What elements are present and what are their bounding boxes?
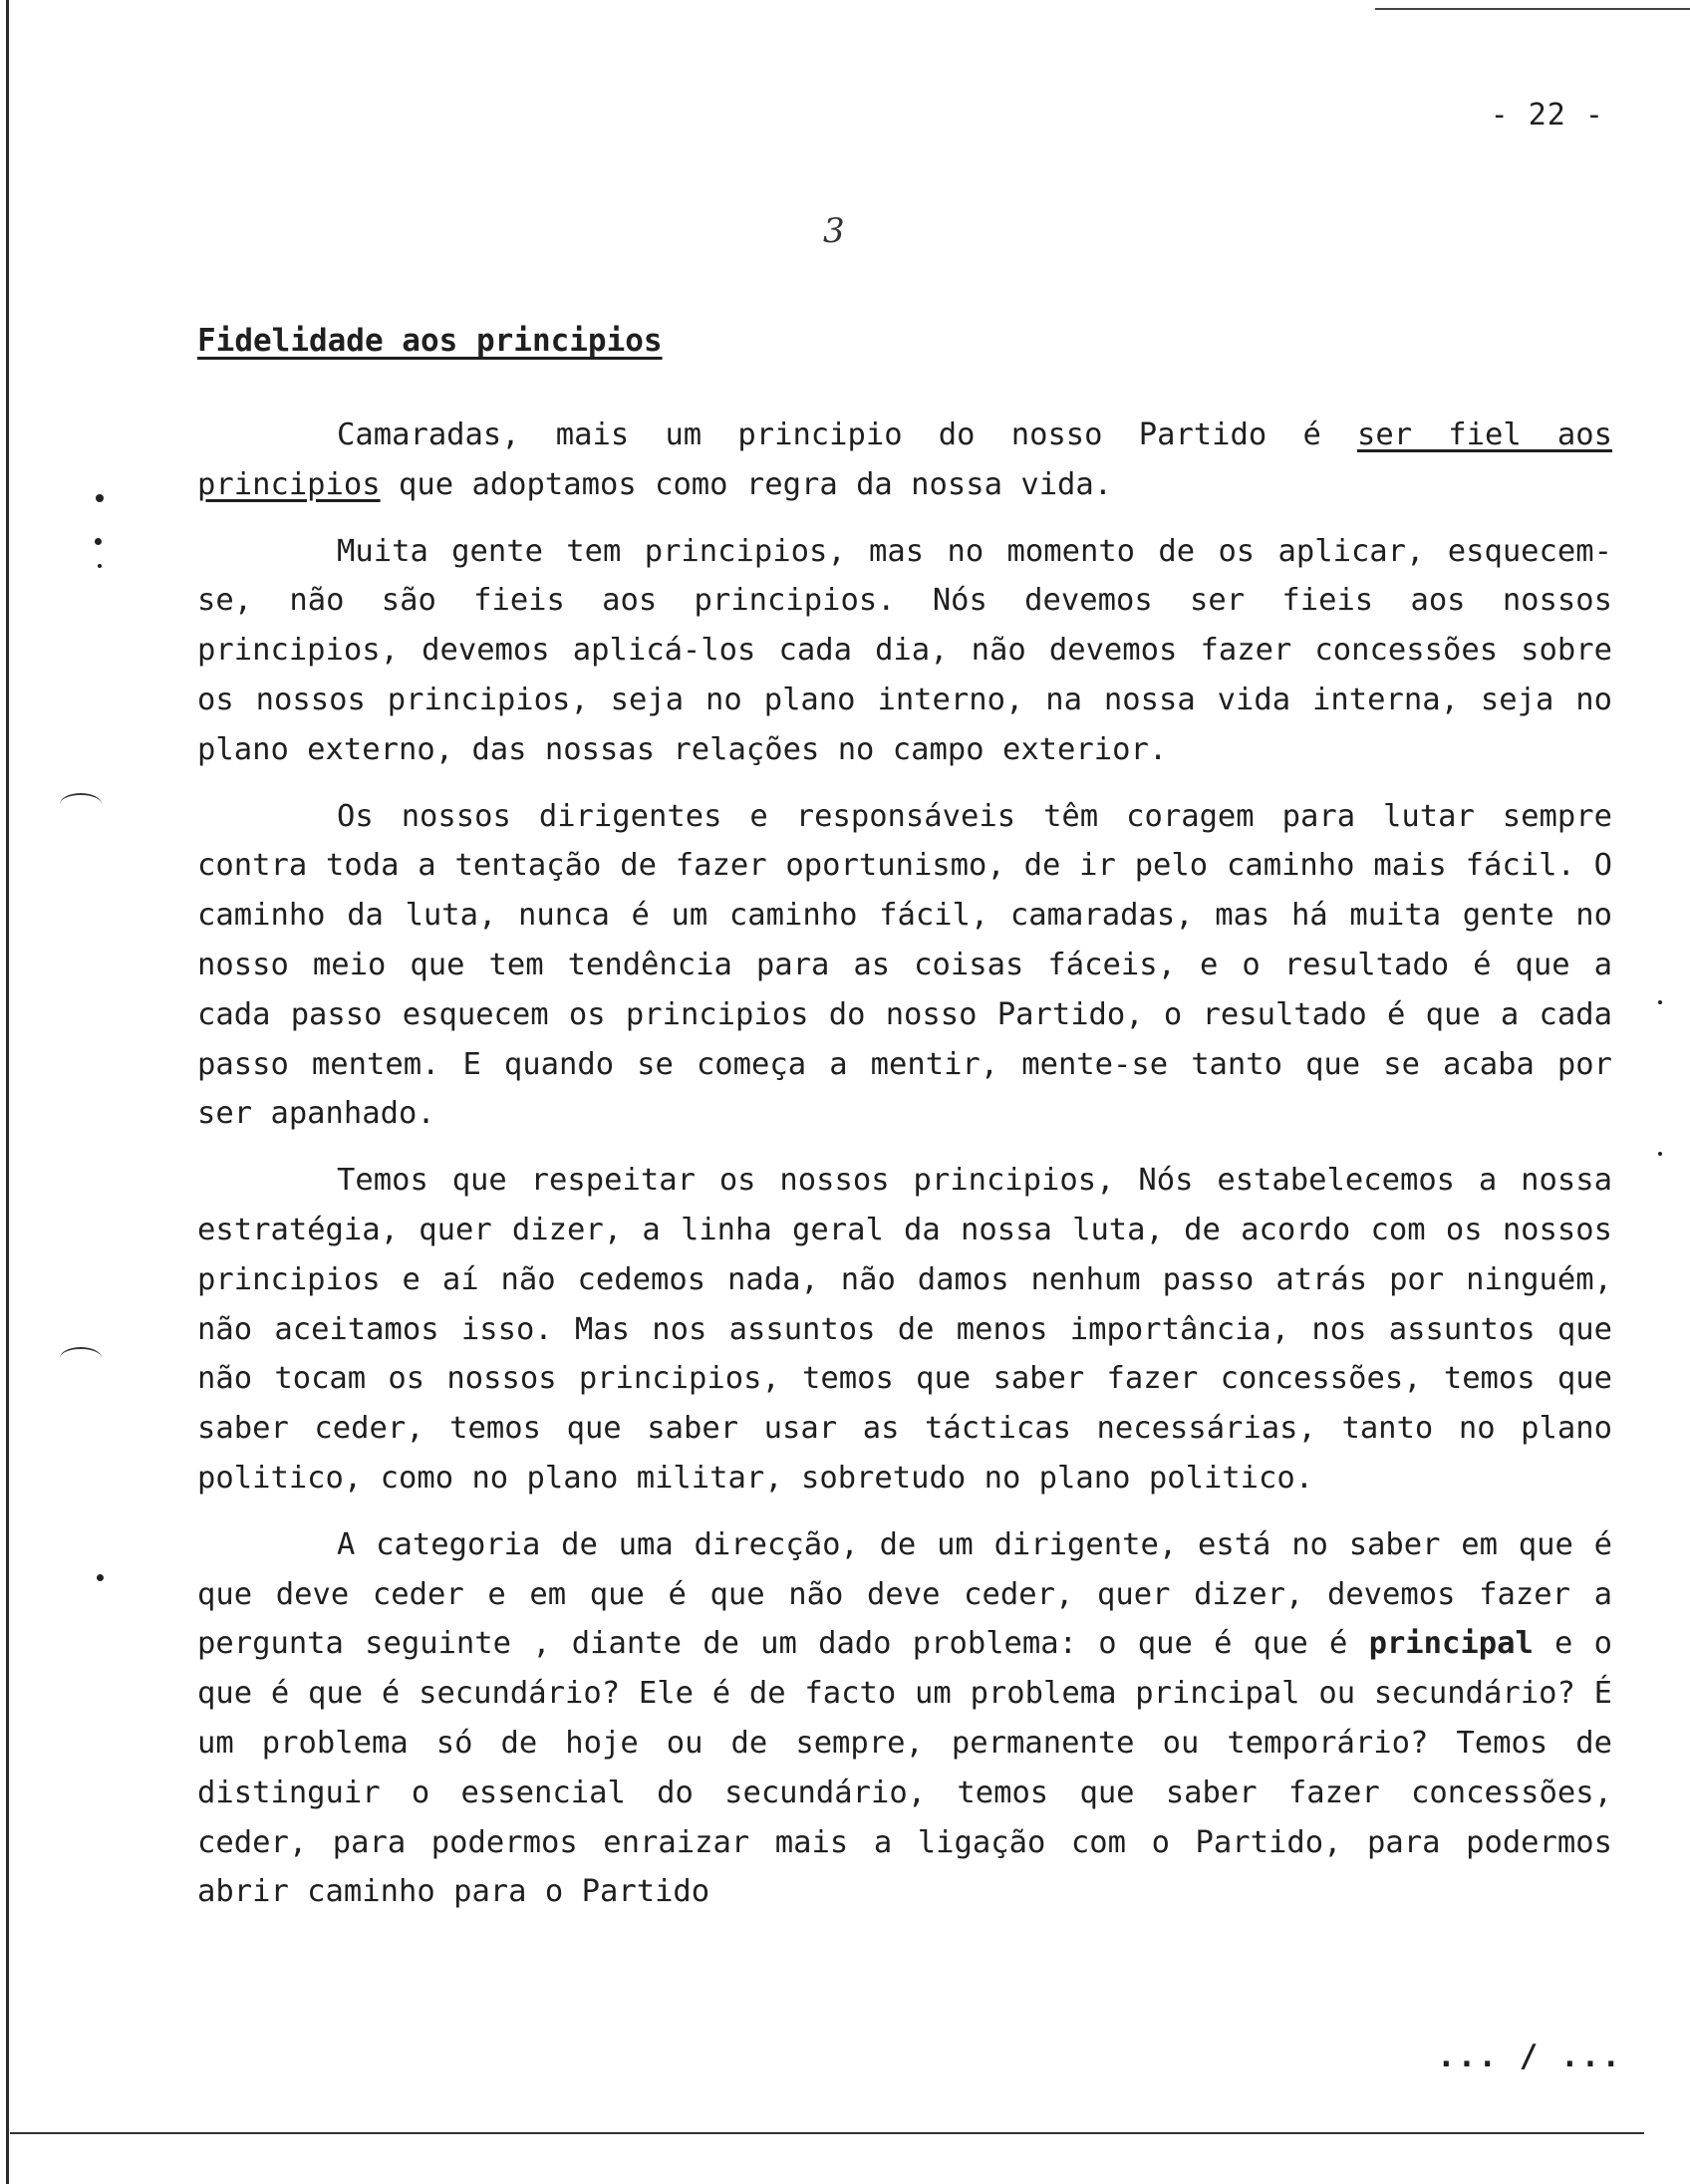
margin-dot [95,538,102,545]
page-edge-left [6,0,9,2184]
bold-word: principal [1368,1626,1534,1662]
margin-arc-mark [60,1347,102,1369]
paragraph-3: Os nossos dirigentes e responsáveis têm coragem para lutar sempre contra toda a tentação de fazer oportunismo, de ir pelo caminho mais fácil. O caminho da luta, nunca é um caminho fácil, camaradas, mas há muita gente no nosso meio que tem tendência para as coisas fáceis, e o resultado é que a cada passo esquecem os principios do nosso Partido, o resultado é que a cada passo mentem. E quando se começa a mentir, mente-se tanto que se acaba por ser apanhado. [197,798,1612,1132]
body-text [197,410,1612,1934]
margin-dot [1658,1152,1662,1156]
margin-dot [98,564,102,568]
page-number: - 22 - [1490,98,1604,133]
section-heading: Fidelidade aos principios [197,323,663,359]
underlined-phrase: ser fiel aos principios [197,417,1612,502]
margin-dot [97,1574,104,1581]
page-edge-bottom [10,2132,1644,2134]
paragraph-1 [197,410,1612,510]
continuation-marker: ... / ... [1437,2039,1622,2074]
page-edge-top [1375,8,1690,10]
paragraph-4: Temos que respeitar os nossos principios, Nós estabelecemos a nossa estratégia, quer dizer, a linha geral da nossa luta, de acordo com os nossos principios e aí não cedemos nada, não damos nenhum passo atrás por ninguém, não aceitamos isso. Mas nos assuntos de menos importância, nos assuntos que não tocam os nossos principios, temos que saber fazer concessões, temos que saber ceder, temos que saber usar as tácticas necessárias, tanto no plano politico, como no plano militar, sobretudo no plano politico. [197,1163,1612,1496]
section-number: 3 [823,211,845,251]
margin-dot [96,494,104,502]
paragraph-5-text-end: e o que é que é secundário? Ele é de facto um problema principal ou secundário? É um problema só de hoje ou de sempre, permanente ou temporário? Temos de distinguir o essencial do secundário, temos que saber fazer concessões, ceder, para podermos enraizar mais a ligação com o Partido, para podermos abrir caminho para o Partido [197,1626,1613,1910]
paragraph-5 [197,1520,1612,1917]
paragraph-2: Muita gente tem principios, mas no momento de os aplicar, esquecem-se, não são fieis aos principios. Nós devemos ser fieis aos nossos principios, devemos aplicá-los cada dia, não devemos fazer concessões sobre os nossos principios, seja no plano interno, na nossa vida interna, seja no plano externo, das nossas relações no campo exterior. [197,533,1612,767]
margin-arc-mark [60,793,102,815]
paragraph-1-text: Camaradas, mais um principio do nosso Partido é [337,417,1357,452]
margin-dot [1658,1000,1662,1004]
paragraph-5-text: A categoria de uma direcção, de um dirigente, está no saber em que é que deve ceder e em que é que não deve ceder, quer dizer, devemos fazer a pergunta seguinte , diante de um dado problema: o que é que é [197,1526,1612,1662]
paragraph-1-text-end: que adoptamos como regra da nossa vida. [380,466,1113,502]
